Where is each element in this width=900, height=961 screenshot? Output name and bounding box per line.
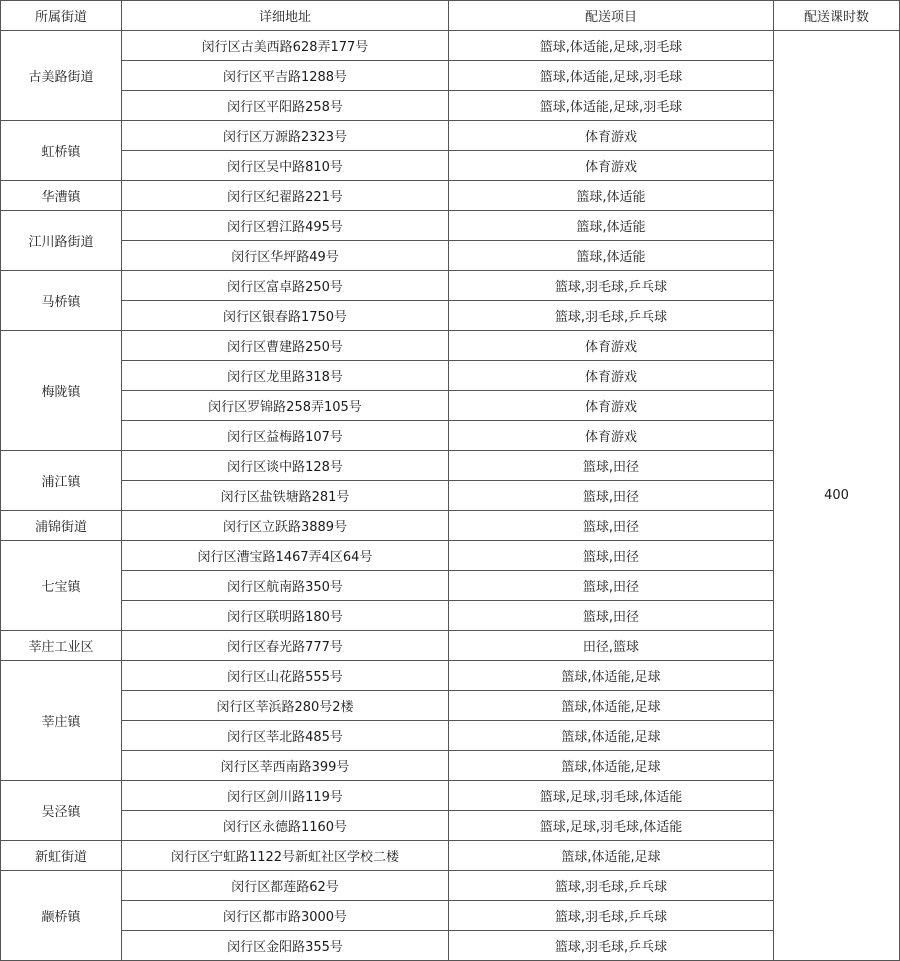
address-cell: 闵行区平吉路1288号 <box>122 61 449 91</box>
hours-cell: 400 <box>774 31 900 961</box>
items-cell: 篮球,羽毛球,乒乓球 <box>449 301 774 331</box>
street-cell: 七宝镇 <box>1 541 122 631</box>
street-cell: 浦江镇 <box>1 451 122 511</box>
address-cell: 闵行区罗锦路258弄105号 <box>122 391 449 421</box>
address-cell: 闵行区永德路1160号 <box>122 811 449 841</box>
header-address: 详细地址 <box>122 1 449 31</box>
table-row <box>1 631 900 661</box>
address-cell: 闵行区华坪路49号 <box>122 241 449 271</box>
table-row <box>1 421 900 451</box>
address-cell: 闵行区龙里路318号 <box>122 361 449 391</box>
header-items: 配送项目 <box>449 1 774 31</box>
address-cell: 闵行区山花路555号 <box>122 661 449 691</box>
street-cell: 新虹街道 <box>1 841 122 871</box>
table-row <box>1 601 900 631</box>
street-cell: 莘庄工业区 <box>1 631 122 661</box>
items-cell: 篮球,体适能,足球,羽毛球 <box>449 31 774 61</box>
address-cell: 闵行区都市路3000号 <box>122 901 449 931</box>
address-cell: 闵行区万源路2323号 <box>122 121 449 151</box>
address-cell: 闵行区宁虹路1122号新虹社区学校二楼 <box>122 841 449 871</box>
table-row <box>1 331 900 361</box>
street-cell: 古美路街道 <box>1 31 122 121</box>
address-cell: 闵行区金阳路355号 <box>122 931 449 961</box>
items-cell: 篮球,足球,羽毛球,体适能 <box>449 811 774 841</box>
address-cell: 闵行区平阳路258号 <box>122 91 449 121</box>
street-cell: 虹桥镇 <box>1 121 122 181</box>
items-cell: 篮球,体适能,足球,羽毛球 <box>449 61 774 91</box>
items-cell: 篮球,体适能,足球 <box>449 691 774 721</box>
address-cell: 闵行区立跃路3889号 <box>122 511 449 541</box>
items-cell: 体育游戏 <box>449 331 774 361</box>
address-cell: 闵行区莘西南路399号 <box>122 751 449 781</box>
table-row <box>1 811 900 841</box>
items-cell: 篮球,羽毛球,乒乓球 <box>449 271 774 301</box>
table-row <box>1 481 900 511</box>
table-row <box>1 91 900 121</box>
street-cell: 颛桥镇 <box>1 871 122 961</box>
address-cell: 闵行区古美西路628弄177号 <box>122 31 449 61</box>
items-cell: 篮球,田径 <box>449 511 774 541</box>
table-row <box>1 721 900 751</box>
address-cell: 闵行区盐铁塘路281号 <box>122 481 449 511</box>
street-cell: 马桥镇 <box>1 271 122 331</box>
items-cell: 篮球,田径 <box>449 481 774 511</box>
items-cell: 篮球,体适能 <box>449 241 774 271</box>
header-hours: 配送课时数 <box>774 1 900 31</box>
street-cell: 华漕镇 <box>1 181 122 211</box>
table-row <box>1 661 900 691</box>
table-row <box>1 571 900 601</box>
table-row <box>1 361 900 391</box>
table-row <box>1 691 900 721</box>
address-cell: 闵行区谈中路128号 <box>122 451 449 481</box>
items-cell: 篮球,羽毛球,乒乓球 <box>449 871 774 901</box>
items-cell: 篮球,田径 <box>449 571 774 601</box>
items-cell: 篮球,田径 <box>449 601 774 631</box>
table-row <box>1 751 900 781</box>
address-cell: 闵行区联明路180号 <box>122 601 449 631</box>
table-row <box>1 181 900 211</box>
address-cell: 闵行区都莲路62号 <box>122 871 449 901</box>
table-row <box>1 61 900 91</box>
address-cell: 闵行区春光路777号 <box>122 631 449 661</box>
items-cell: 篮球,体适能,足球 <box>449 751 774 781</box>
table-row <box>1 781 900 811</box>
table-row <box>1 241 900 271</box>
items-cell: 篮球,体适能,足球 <box>449 841 774 871</box>
table-row <box>1 31 900 61</box>
table-row <box>1 301 900 331</box>
items-cell: 体育游戏 <box>449 361 774 391</box>
street-cell: 吴泾镇 <box>1 781 122 841</box>
table-row <box>1 271 900 301</box>
table-row <box>1 211 900 241</box>
table-row <box>1 901 900 931</box>
table-row <box>1 151 900 181</box>
street-cell: 浦锦街道 <box>1 511 122 541</box>
items-cell: 篮球,体适能 <box>449 211 774 241</box>
header-row <box>1 1 900 31</box>
address-cell: 闵行区剑川路119号 <box>122 781 449 811</box>
address-cell: 闵行区曹建路250号 <box>122 331 449 361</box>
table-row <box>1 871 900 901</box>
table-row <box>1 841 900 871</box>
address-cell: 闵行区莘浜路280号2楼 <box>122 691 449 721</box>
items-cell: 篮球,足球,羽毛球,体适能 <box>449 781 774 811</box>
street-cell: 江川路街道 <box>1 211 122 271</box>
items-cell: 体育游戏 <box>449 421 774 451</box>
items-cell: 篮球,羽毛球,乒乓球 <box>449 931 774 961</box>
items-cell: 篮球,体适能,足球 <box>449 661 774 691</box>
address-cell: 闵行区银春路1750号 <box>122 301 449 331</box>
items-cell: 田径,篮球 <box>449 631 774 661</box>
address-cell: 闵行区漕宝路1467弄4区64号 <box>122 541 449 571</box>
address-cell: 闵行区莘北路485号 <box>122 721 449 751</box>
table-row <box>1 931 900 961</box>
items-cell: 体育游戏 <box>449 151 774 181</box>
street-cell: 梅陇镇 <box>1 331 122 451</box>
address-cell: 闵行区吴中路810号 <box>122 151 449 181</box>
address-cell: 闵行区纪翟路221号 <box>122 181 449 211</box>
table-row <box>1 391 900 421</box>
table-row <box>1 121 900 151</box>
table-row <box>1 511 900 541</box>
items-cell: 篮球,体适能,足球,羽毛球 <box>449 91 774 121</box>
table-body <box>1 31 900 961</box>
items-cell: 篮球,田径 <box>449 451 774 481</box>
items-cell: 篮球,体适能 <box>449 181 774 211</box>
address-cell: 闵行区益梅路107号 <box>122 421 449 451</box>
street-cell: 莘庄镇 <box>1 661 122 781</box>
items-cell: 体育游戏 <box>449 121 774 151</box>
header-street: 所属街道 <box>1 1 122 31</box>
table-row <box>1 451 900 481</box>
items-cell: 篮球,田径 <box>449 541 774 571</box>
address-cell: 闵行区碧江路495号 <box>122 211 449 241</box>
items-cell: 体育游戏 <box>449 391 774 421</box>
table-row <box>1 541 900 571</box>
items-cell: 篮球,羽毛球,乒乓球 <box>449 901 774 931</box>
items-cell: 篮球,体适能,足球 <box>449 721 774 751</box>
address-cell: 闵行区航南路350号 <box>122 571 449 601</box>
address-cell: 闵行区富卓路250号 <box>122 271 449 301</box>
